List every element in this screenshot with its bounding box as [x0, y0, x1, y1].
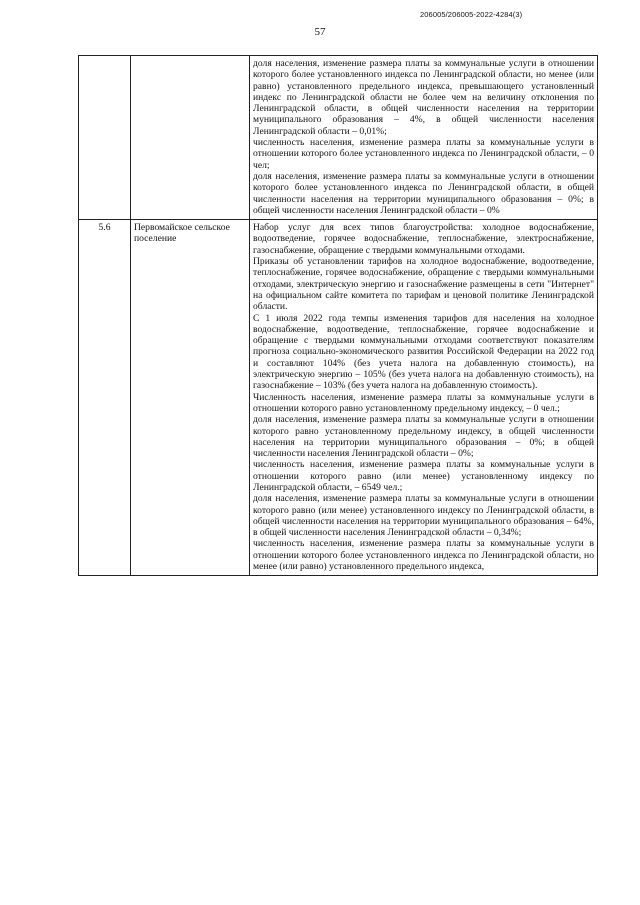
table-row — [79, 220, 598, 576]
paragraph: численность населения, изменение размера платы за коммунальные услуги в отношении которого более установленного индекса по Ленинградской области, но менее (или равно) установленного предельного индекса, — [253, 538, 594, 573]
paragraph: Приказы об установлении тарифов на холодное водоснабжение, водоотведение, теплоснабжение, горячее водоснабжение, обращение с твердыми коммунальными отходами, электрическую энергию и газоснабжение размещены в сети "Интернет" на официальном сайте комитета по тарифам и ценовой политике Ленинградской области. — [253, 256, 594, 313]
paragraph: численность населения, изменение размера платы за коммунальные услуги в отношении которого более установленного индекса по Ленинградской области, – 0 чел; — [253, 137, 594, 171]
paragraph: доля населения, изменение размера платы за коммунальные услуги в отношении которого равно установленному предельному индексу, в общей численности населения на территории муниципального образования – 0%; в общей численности населения Ленинградской области – 0%; — [253, 414, 594, 460]
paragraph: Набор услуг для всех типов благоустройства: холодное водоснабжение, водоотведение, горячее водоснабжение, теплоснабжение, электроснабжение, газоснабжение, обращение с твердыми коммунальными отходами. — [253, 222, 594, 256]
services-table — [78, 55, 598, 576]
paragraph: доля населения, изменение размера платы за коммунальные услуги в отношении которого более установленного индекса по Ленинградской области, в общей численности населения на территории муниципального образования – 0%; в общей численности населения Ленинградской области – 0% — [253, 170, 594, 216]
paragraph: С 1 июля 2022 года темпы изменения тарифов для населения на холодное водоснабжение, водоотведение, теплоснабжение, горячее водоснабжение и обращение с твердыми коммунальными отходами соответствуют показателям прогноза социально-экономического развития Российской Федерации на 2022 год и составляют 104% (без учета налога на добавленную стоимость), на электрическую энергию – 105% (без учета налога на добавленную стоимость), на газоснабжение – 103% (без учета налога на добавленную стоимость). — [253, 312, 594, 392]
row-number-cell: 5.6 — [79, 220, 131, 576]
paragraph: Численность населения, изменение размера платы за коммунальные услуги в отношении которого равно установленному предельному индексу, – 0 чел.; — [253, 391, 594, 414]
document-code: 206005/206005-2022-4284(3) — [420, 10, 523, 19]
paragraph: доля населения, изменение размера платы за коммунальные услуги в отношении которого равно (или менее) установленного индексу по Ленинградской области, в общей численности населения на территории муниципального образования – 64%, в общей численности населения Ленинградской области – 0,34%; — [253, 493, 594, 539]
page-number: 57 — [314, 26, 326, 38]
paragraph: доля населения, изменение размера платы за коммунальные услуги в отношении которого более установленного индекса по Ленинградской области, но менее (или равно) установленного предельного индекса, превышающего установленный индекс по Ленинградской области не более чем на величину отклонения по Ленинградской области, в общей численности населения на территории муниципального образования – 4%, в общей численности населения Ленинградской области – 0,01%; — [253, 58, 594, 137]
description-cell — [250, 220, 598, 576]
paragraph: численность населения, изменение размера платы за коммунальные услуги в отношении которого равно (или менее) установленному индексу по Ленинградской области, – 6549 чел.; — [253, 459, 594, 493]
settlement-name-cell: Первомайское сельское поселение — [131, 220, 250, 576]
description-cell — [250, 56, 598, 220]
table-row — [79, 56, 598, 220]
settlement-name-cell — [131, 56, 250, 220]
row-number-cell — [79, 56, 131, 220]
